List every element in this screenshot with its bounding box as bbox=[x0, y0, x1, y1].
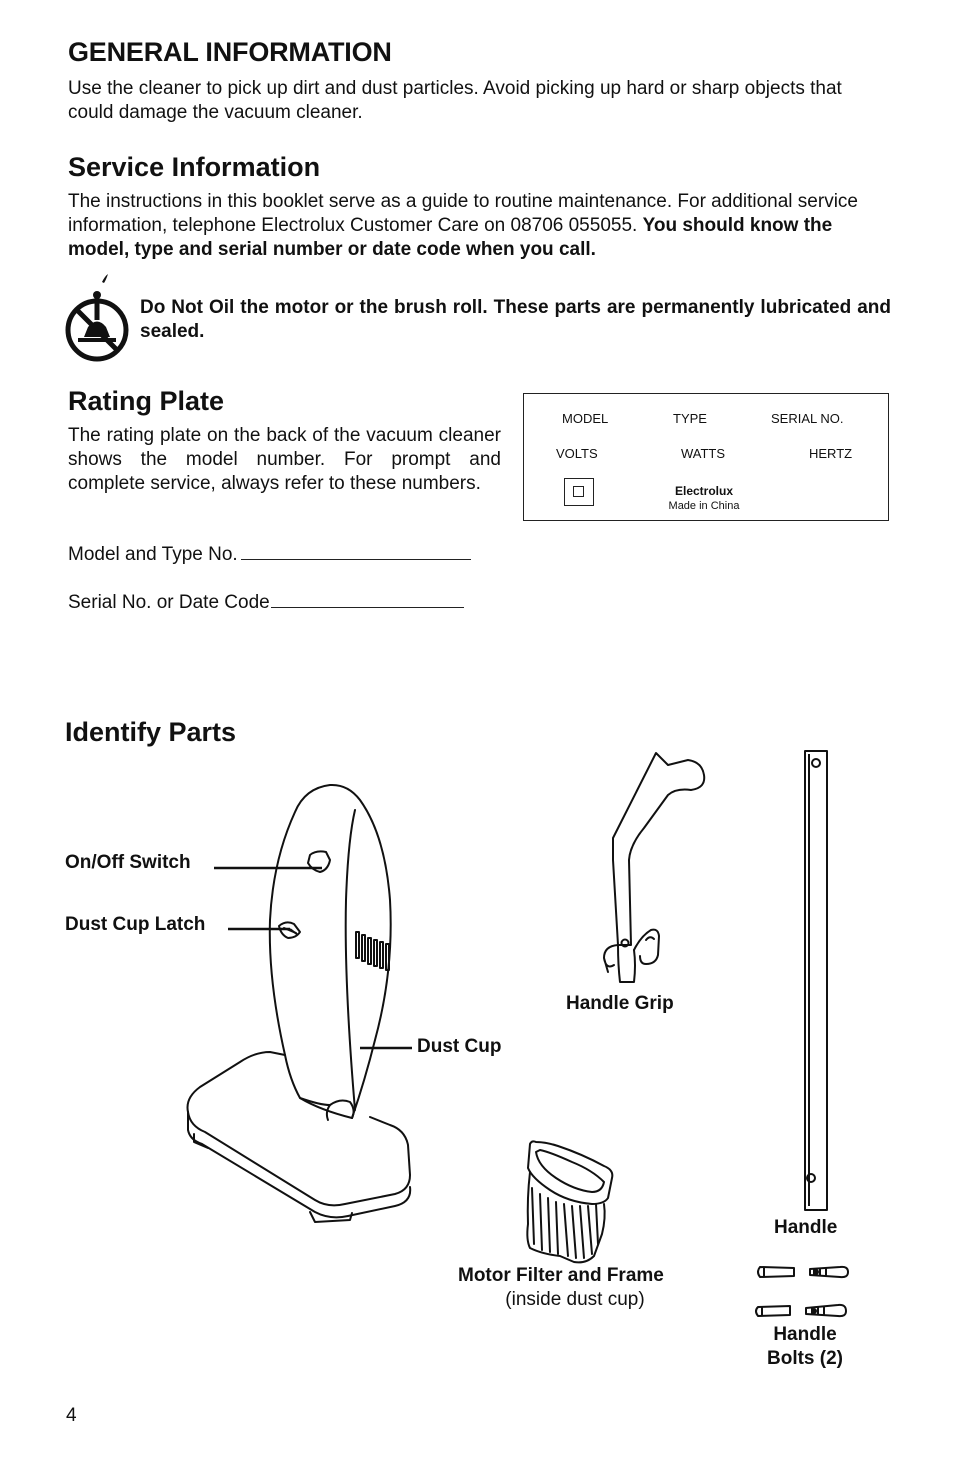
general-body: Use the cleaner to pick up dirt and dust particles. Avoid picking up hard or sharp objects that could damage the vacuum cleaner. bbox=[68, 78, 842, 123]
serial-field bbox=[68, 592, 464, 614]
service-body-emphasis: You should know the model, type and serial number or date code when you call. bbox=[68, 215, 833, 260]
parts-heading: Identify Parts bbox=[65, 717, 237, 747]
dust-cup-latch-leader bbox=[228, 923, 300, 939]
general-heading: GENERAL INFORMATION bbox=[68, 37, 392, 67]
motor-filter-note: (inside dust cup) bbox=[505, 1289, 645, 1310]
rating-plate bbox=[523, 393, 889, 521]
handle-grip-illustration bbox=[596, 750, 712, 990]
on-off-switch-leader bbox=[214, 862, 326, 874]
handle-illustration bbox=[800, 748, 834, 1218]
dust-cup-label: Dust Cup bbox=[417, 1036, 502, 1057]
plate-hertz: HERTZ bbox=[809, 446, 853, 461]
warning-text: Do Not Oil the motor or the brush roll. These parts are permanently lubricated and sealed. bbox=[140, 297, 891, 342]
handle-bolts-label-line1: Handle bbox=[773, 1324, 837, 1345]
model-type-field bbox=[68, 544, 471, 566]
certification-mark-icon bbox=[564, 478, 594, 506]
rating-heading: Rating Plate bbox=[68, 386, 225, 416]
serial-blank bbox=[271, 593, 464, 608]
plate-serial: SERIAL NO. bbox=[771, 411, 844, 426]
plate-model: MODEL bbox=[562, 411, 609, 426]
handle-label: Handle bbox=[774, 1217, 838, 1238]
dust-cup-leader bbox=[360, 1042, 414, 1054]
plate-made-in: Made in China bbox=[668, 500, 740, 512]
rating-body: The rating plate on the back of the vacuum cleaner shows the model number. For prompt and complete service, always refer to these numbers. bbox=[68, 425, 501, 494]
plate-watts: WATTS bbox=[681, 446, 726, 461]
model-type-label: Model and Type No. bbox=[68, 544, 238, 565]
handle-bolts-illustration bbox=[754, 1262, 854, 1324]
motor-filter-illustration bbox=[522, 1138, 614, 1266]
on-off-switch-label: On/Off Switch bbox=[65, 852, 191, 873]
no-oil-icon bbox=[64, 272, 134, 364]
plate-volts: VOLTS bbox=[556, 446, 598, 461]
plate-brand: Electrolux bbox=[674, 484, 734, 498]
service-body-text: The instructions in this booklet serve as a guide to routine maintenance. For additional service information, telephone Electrolux Customer Care on 08706 055055. bbox=[68, 191, 858, 236]
motor-filter-label: Motor Filter and Frame bbox=[458, 1265, 664, 1286]
vacuum-cleaner-illustration bbox=[180, 780, 420, 1225]
handle-grip-label: Handle Grip bbox=[566, 993, 674, 1014]
dust-cup-latch-label: Dust Cup Latch bbox=[65, 914, 206, 935]
serial-label: Serial No. or Date Code bbox=[68, 592, 270, 613]
service-body bbox=[68, 190, 891, 262]
page-number: 4 bbox=[66, 1405, 77, 1426]
model-type-blank bbox=[241, 545, 471, 560]
plate-type: TYPE bbox=[673, 411, 707, 426]
handle-bolts-label-line2: Bolts (2) bbox=[767, 1348, 843, 1369]
service-heading: Service Information bbox=[68, 152, 321, 182]
